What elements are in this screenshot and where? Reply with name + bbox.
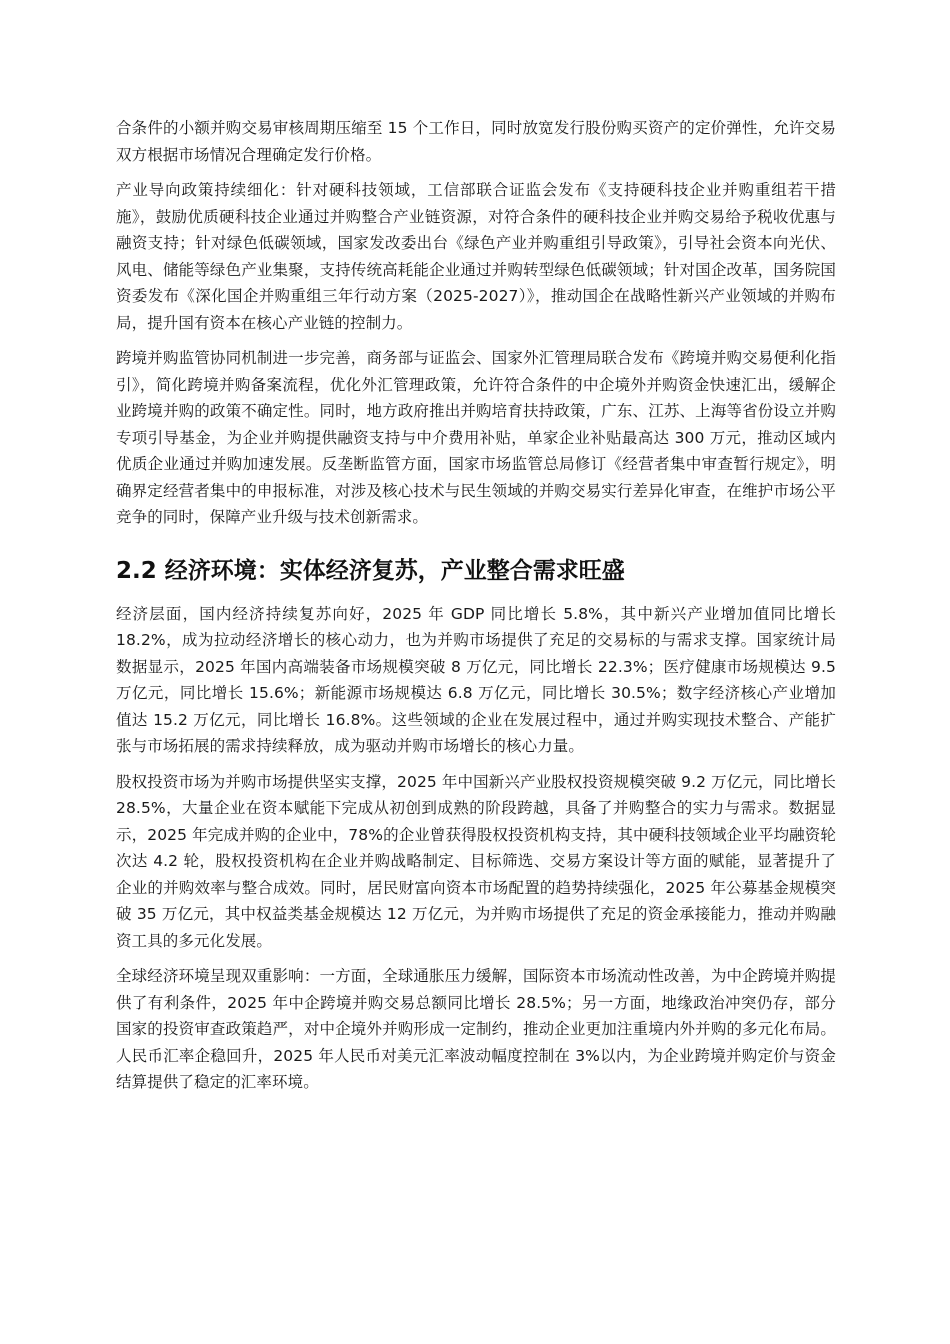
section-heading: 2.2 经济环境：实体经济复苏，产业整合需求旺盛	[116, 557, 625, 584]
paragraph-review-cycle: 合条件的小额并购交易审核周期压缩至 15 个工作日，同时放宽发行股份购买资产的定价弹性，允许交易双方根据市场情况合理确定发行价格。	[116, 119, 836, 164]
paragraph-industry-policy: 产业导向政策持续细化：针对硬科技领域，工信部联合证监会发布《支持硬科技企业并购重组若干措施》，鼓励优质硬科技企业通过并购整合产业链资源，对符合条件的硬科技企业并购交易给予税收优惠与融资支持；针对绿色低碳领域，国家发改委出台《绿色产业并购重组引导政策》，引导社会资本向光伏、风电、储能等绿色产业集聚，支持传统高耗能企业通过并购转型绿色低碳领域；针对国企改革，国务院国资委发布《深化国企并购重组三年行动方案（2025-2027）》，推动国企在战略性新兴产业领域的并购布局，提升国有资本在核心产业链的控制力。	[116, 181, 836, 332]
paragraph-economy: 经济层面，国内经济持续复苏向好，2025 年 GDP 同比增长 5.8%，其中新兴产业增加值同比增长 18.2%，成为拉动经济增长的核心动力，也为并购市场提供了充足的交易标的与需求支撑。国家统计局数据显示，2025 年国内高端装备市场规模突破 8 万亿元，同比增长 22.3%；医疗健康市场规模达 9.5 万亿元，同比增长 15.6%；新能源市场规模达 6.8 万亿元，同比增长 30.5%；数字经济核心产业增加值达 15.2 万亿元，同比增长 16.8%。这些领域的企业在发展过程中，通过并购实现技术整合、产能扩张与市场拓展的需求持续释放，成为驱动并购市场增长的核心力量。	[116, 604, 836, 755]
paragraph-equity-investment: 股权投资市场为并购市场提供坚实支撑，2025 年中国新兴产业股权投资规模突破 9.2 万亿元，同比增长 28.5%，大量企业在资本赋能下完成从初创到成熟的阶段跨越，具备了并购整合的实力与需求。数据显示，2025 年完成并购的企业中，78%的企业曾获得股权投资机构支持，其中硬科技领域企业平均融资轮次达 4.2 轮，股权投资机构在企业并购战略制定、目标筛选、交易方案设计等方面的赋能，显著提升了企业的并购效率与整合成效。同时，居民财富向资本市场配置的趋势持续强化，2025 年公募基金规模突破 35 万亿元，其中权益类基金规模达 12 万亿元，为并购市场提供了充足的资金承接能力，推动并购融资工具的多元化发展。	[116, 772, 836, 950]
paragraph-cross-border-regulation: 跨境并购监管协同机制进一步完善，商务部与证监会、国家外汇管理局联合发布《跨境并购交易便利化指引》，简化跨境并购备案流程，优化外汇管理政策，允许符合条件的中企境外并购资金快速汇出，缓解企业跨境并购的政策不确定性。同时，地方政府推出并购培育扶持政策，广东、江苏、上海等省份设立并购专项引导基金，为企业并购提供融资支持与中介费用补贴，单家企业补贴最高达 300 万元，推动区域内优质企业通过并购加速发展。反垄断监管方面，国家市场监管总局修订《经营者集中审查暂行规定》，明确界定经营者集中的申报标准，对涉及核心技术与民生领域的并购交易实行差异化审查，在维护市场公平竞争的同时，保障产业升级与技术创新需求。	[116, 349, 836, 526]
paragraph-global-economy: 全球经济环境呈现双重影响：一方面，全球通胀压力缓解，国际资本市场流动性改善，为中企跨境并购提供了有利条件，2025 年中企跨境并购交易总额同比增长 28.5%；另一方面，地缘政治冲突仍存，部分国家的投资审查政策趋严，对中企境外并购形成一定制约，推动企业更加注重境内外并购的多元化布局。人民币汇率企稳回升，2025 年人民币对美元汇率波动幅度控制在 3%以内，为企业跨境并购定价与资金结算提供了稳定的汇率环境。	[116, 967, 836, 1091]
document-page	[116, 115, 836, 1105]
